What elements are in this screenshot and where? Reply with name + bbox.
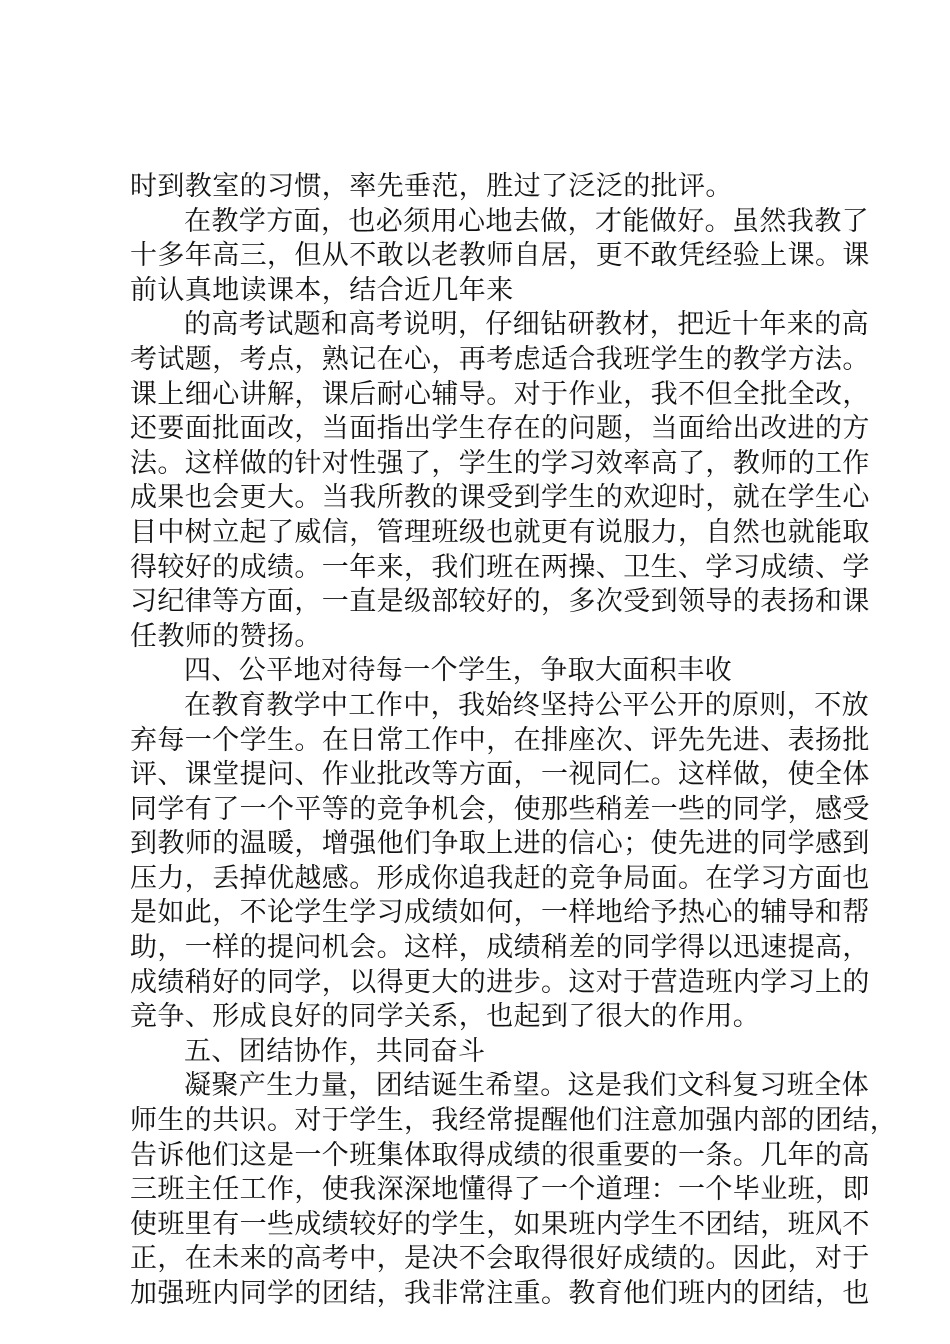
text-line: 在教育教学中工作中，我始终坚持公平公开的原则，不放 (184, 689, 869, 721)
text-line: 还要面批面改，当面指出学生存在的问题，当面给出改进的方 (130, 413, 870, 445)
text-line: 课上细心讲解，课后耐心辅导。对于作业，我不但全批全改， (130, 378, 870, 410)
text-line: 成绩稍好的同学，以得更大的进步。这对于营造班内学习上的 (130, 966, 870, 998)
text-line: 时到教室的习惯，率先垂范，胜过了泛泛的批评。 (130, 171, 733, 202)
text-line: 弃每一个学生。在日常工作中，在排座次、评先先进、表扬批 (130, 724, 870, 756)
text-line: 同学有了一个平等的竞争机会，使那些稍差一些的同学，感受 (130, 793, 870, 825)
text-line: 法。这样做的针对性强了，学生的学习效率高了，教师的工作 (130, 447, 870, 479)
text-line: 师生的共识。对于学生，我经常提醒他们注意加强内部的团结， (130, 1105, 898, 1137)
text-line: 前认真地读课本，结合近几年来 (130, 274, 514, 306)
text-line: 在教学方面，也必须用心地去做，才能做好。虽然我教了 (184, 205, 869, 237)
text-line: 十多年高三，但从不敢以老教师自居，更不敢凭经验上课。课 (130, 240, 870, 272)
text-line: 目中树立起了威信，管理班级也就更有说服力，自然也就能取 (130, 516, 870, 548)
text-line: 加强班内同学的团结，我非常注重。教育他们班内的团结，也 (130, 1278, 870, 1309)
text-line: 竞争、形成良好的同学关系，也起到了很大的作用。 (130, 1001, 761, 1033)
text-line: 压力，丢掉优越感。形成你追我赶的竞争局面。在学习方面也 (130, 862, 870, 894)
text-line: 任教师的赞扬。 (130, 620, 322, 652)
text-line: 告诉他们这是一个班集体取得成绩的很重要的一条。几年的高 (130, 1139, 870, 1171)
text-line: 得较好的成绩。一年来，我们班在两操、卫生、学习成绩、学 (130, 551, 870, 583)
text-line: 到教师的温暖，增强他们争取上进的信心；使先进的同学感到 (130, 828, 870, 860)
text-line: 助，一样的提问机会。这样，成绩稍差的同学得以迅速提高， (130, 932, 870, 964)
text-line: 五、团结协作，共同奋斗 (184, 1035, 486, 1067)
text-line: 评、课堂提问、作业批改等方面，一视同仁。这样做，使全体 (130, 759, 870, 791)
text-line: 是如此，不论学生学习成绩如何，一样地给予热心的辅导和帮 (130, 897, 870, 929)
text-line: 的高考试题和高考说明，仔细钻研教材，把近十年来的高 (184, 309, 869, 341)
text-line: 习纪律等方面，一直是级部较好的，多次受到领导的表扬和课 (130, 586, 870, 618)
text-line: 考试题，考点，熟记在心，再考虑适合我班学生的教学方法。 (130, 343, 870, 375)
body-text (130, 170, 898, 1312)
text-line: 成果也会更大。当我所教的课受到学生的欢迎时，就在学生心 (130, 482, 870, 514)
text-line: 凝聚产生力量，团结诞生希望。这是我们文科复习班全体 (184, 1070, 869, 1102)
text-line: 使班里有一些成绩较好的学生，如果班内学生不团结，班风不 (130, 1208, 870, 1240)
text-line: 三班主任工作，使我深深地懂得了一个道理：一个毕业班，即 (130, 1174, 870, 1206)
text-line: 正，在未来的高考中，是决不会取得很好成绩的。因此，对于 (130, 1243, 870, 1275)
text-line: 四、公平地对待每一个学生，争取大面积丰收 (184, 655, 732, 687)
